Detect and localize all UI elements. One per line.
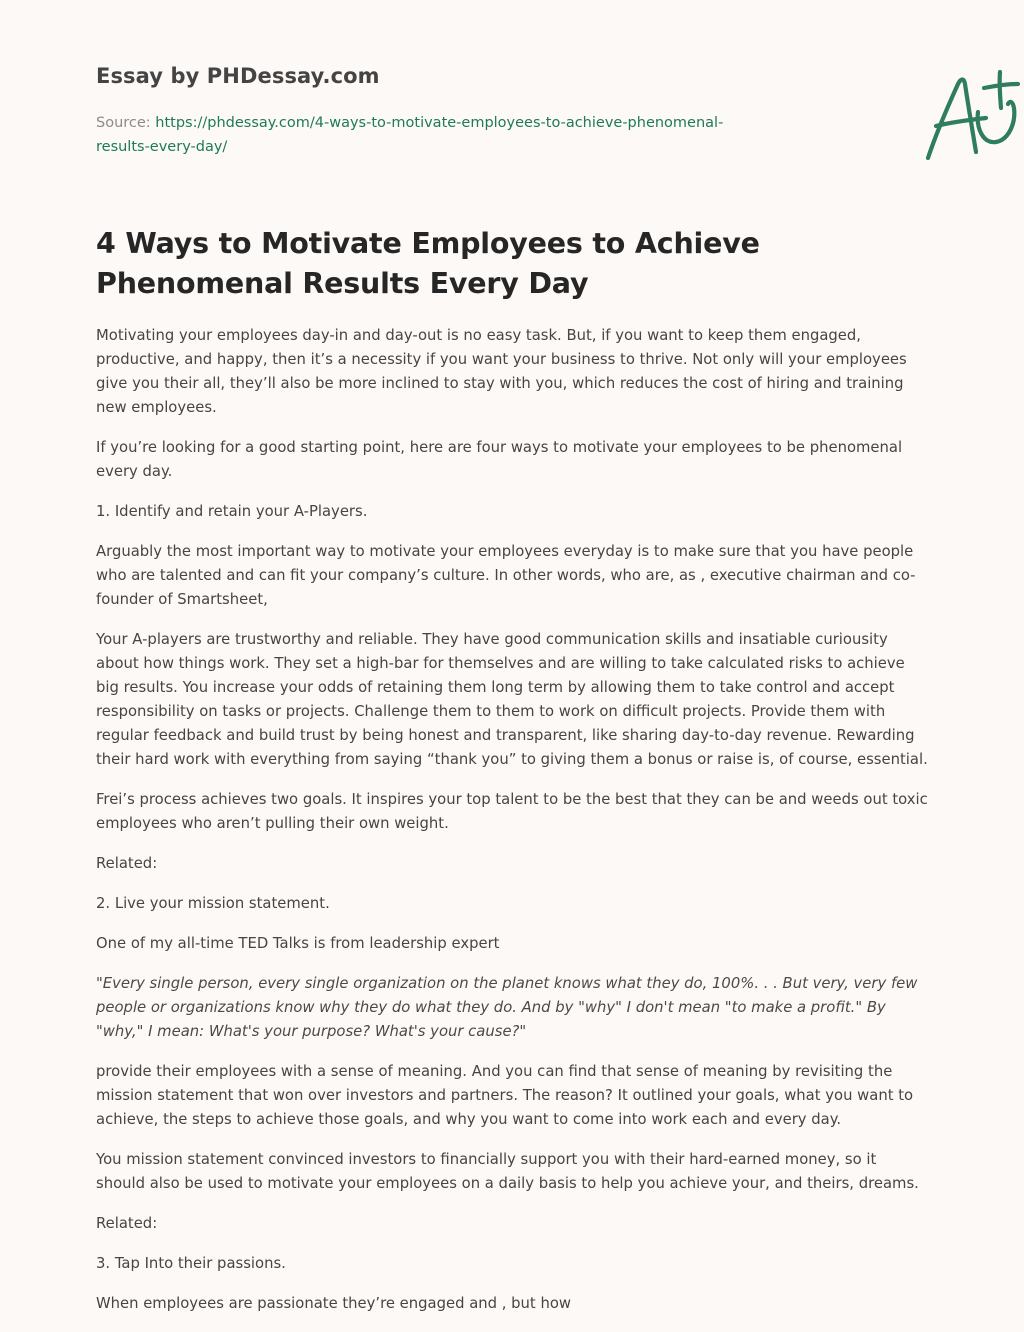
source-line — [96, 111, 776, 159]
paragraph: Your A-players are trustworthy and reliable. They have good communication skills and insatiable curiousity about how things work. They set a high-bar for themselves and are willing to take calculated risks to achieve big results. You increase your odds of retaining them long term by allowing them to take control and accept responsibility on tasks or projects. Challenge them to them to work on difficult projects. Provide them with regular feedback and build trust by being honest and transparent, like sharing day-to-day revenue. Rewarding their hard work with everything from saying “thank you” to giving them a bonus or raise is, of course, essential. — [96, 631, 928, 768]
a-plus-grade-icon — [920, 68, 1024, 164]
paragraph: Arguably the most important way to motivate your employees everyday is to make sure that you have people who are talented and can fit your company’s culture. In other words, who are, as , executive chairman and co-founder of Smartsheet, — [96, 543, 916, 608]
paragraph: When employees are passionate they’re engaged and , but how — [96, 1295, 571, 1312]
section-heading: 3. Tap Into their passions. — [96, 1255, 286, 1272]
paragraph: Frei’s process achieves two goals. It inspires your top talent to be the best that they can be and weeds out toxic employees who aren’t pulling their own weight. — [96, 791, 928, 832]
paragraph: One of my all-time TED Talks is from leadership expert — [96, 935, 500, 952]
related-label: Related: — [96, 855, 158, 872]
paragraph: If you’re looking for a good starting point, here are four ways to motivate your employees to be phenomenal every day. — [96, 439, 903, 480]
section-heading: 1. Identify and retain your A-Players. — [96, 503, 368, 520]
essay-title: 4 Ways to Motivate Employees to Achieve Phenomenal Results Every Day — [96, 227, 760, 300]
source-link[interactable]: https://phdessay.com/4-ways-to-motivate-employees-to-achieve-phenomenal-results-every-day/ — [96, 115, 724, 155]
section-heading: 2. Live your mission statement. — [96, 895, 330, 912]
paragraph: Motivating your employees day-in and day-out is no easy task. But, if you want to keep them engaged, productive, and happy, then it’s a necessity if you want your business to thrive. Not only will your employees give you their all, they’ll also be more inclined to stay with you, which reduces the cost of hiring and training new employees. — [96, 327, 907, 416]
essay-body — [96, 324, 928, 1332]
paragraph: You mission statement convinced investors to financially support you with their hard-earned money, so it should also be used to motivate your employees on a daily basis to help you achieve your, and theirs, dreams. — [96, 1151, 919, 1192]
blockquote: "Every single person, every single organization on the planet knows what they do, 100%. . . But very, very few people or organizations know why they do what they do. And by "why" I don't mean "to make a profit." By "why," I mean: What's your purpose? What's your cause?" — [96, 975, 918, 1040]
source-label: Source: — [96, 115, 156, 131]
site-brand: Essay by PHDessay.com — [96, 64, 380, 88]
related-label: Related: — [96, 1215, 158, 1232]
paragraph: provide their employees with a sense of meaning. And you can find that sense of meaning by revisiting the mission statement that won over investors and partners. The reason? It outlined your goals, what you want to achieve, the steps to achieve those goals, and why you want to come into work each and every day. — [96, 1063, 914, 1128]
